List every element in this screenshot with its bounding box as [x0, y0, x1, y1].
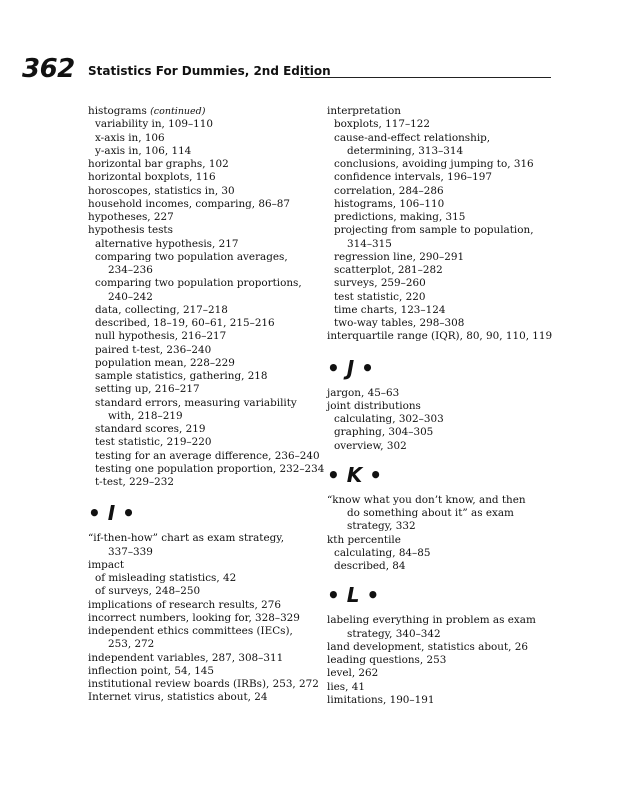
index-entry: hypotheses, 227	[88, 211, 174, 223]
index-column-left	[88, 105, 325, 705]
index-entry: land development, statistics about, 26	[327, 640, 528, 653]
index-subentry: y-axis in, 106, 114	[95, 144, 192, 157]
index-subentry: testing for an average difference, 236–240	[95, 449, 320, 462]
index-subentry: calculating, 84–85	[334, 546, 431, 559]
index-subentry: cause-and-effect relationship,	[334, 131, 491, 144]
index-subentry: variability in, 109–110	[95, 118, 214, 131]
index-subentry: setting up, 216–217	[95, 383, 200, 396]
index-continuation: determining, 313–314	[347, 144, 464, 157]
index-entry: horizontal boxplots, 116	[88, 171, 216, 184]
index-continuation: 253, 272	[108, 638, 155, 651]
index-subentry: confidence intervals, 196–197	[334, 171, 492, 184]
index-entry: “if-then-how” chart as exam strategy,	[88, 532, 285, 545]
continued-note: (continued)	[150, 106, 206, 117]
index-continuation: with, 218–219	[108, 409, 183, 422]
section-heading-i: • I •	[88, 501, 135, 526]
section-heading-l: • L •	[327, 583, 380, 608]
index-entry	[88, 105, 313, 118]
index-column-right	[327, 105, 557, 707]
index-subentry: time charts, 123–124	[334, 303, 446, 316]
index-subentry: predictions, making, 315	[334, 211, 466, 223]
index-subentry: test statistic, 219–220	[95, 436, 212, 449]
index-entry: implications of research results, 276	[88, 598, 281, 611]
index-entry: incorrect numbers, looking for, 328–329	[88, 611, 300, 624]
index-entry: impact	[88, 558, 125, 571]
index-entry: “know what you don’t know, and then	[327, 493, 526, 506]
index-continuation: do something about it” as exam	[347, 507, 514, 519]
index-entry: institutional review boards (IRBs), 253, 272	[88, 678, 319, 690]
index-subentry: test statistic, 220	[334, 290, 426, 303]
index-subentry: boxplots, 117–122	[334, 118, 430, 131]
index-subentry: correlation, 284–286	[334, 184, 444, 197]
index-subentry: regression line, 290–291	[334, 250, 465, 263]
index-subentry: surveys, 259–260	[334, 277, 426, 290]
index-entry: hypothesis tests	[88, 224, 173, 237]
index-entry: kth percentile	[327, 533, 401, 546]
index-subentry: two-way tables, 298–308	[334, 317, 465, 329]
index-entry: leading questions, 253	[327, 654, 447, 666]
section-heading-k: • K •	[327, 462, 382, 487]
index-subentry: of misleading statistics, 42	[95, 572, 237, 584]
index-subentry: sample statistics, gathering, 218	[95, 370, 268, 382]
index-continuation: strategy, 332	[347, 520, 416, 533]
index-subentry: comparing two population proportions,	[95, 277, 302, 290]
index-entry: labeling everything in problem as exam	[327, 614, 536, 627]
index-continuation: 234–236	[108, 264, 153, 276]
index-entry: joint distributions	[327, 399, 421, 412]
index-subentry: described, 18–19, 60–61, 215–216	[95, 317, 275, 329]
index-continuation: 240–242	[108, 290, 153, 303]
index-entry: horizontal bar graphs, 102	[88, 158, 229, 170]
index-entry: household incomes, comparing, 86–87	[88, 197, 291, 210]
index-subentry: comparing two population averages,	[95, 250, 288, 263]
index-entry: independent variables, 287, 308–311	[88, 651, 284, 664]
index-subentry: projecting from sample to population,	[334, 224, 534, 237]
index-entry: horoscopes, statistics in, 30	[88, 184, 235, 197]
index-entry: interpretation	[327, 105, 401, 117]
index-subentry: data, collecting, 217–218	[95, 303, 228, 316]
index-subentry: conclusions, avoiding jumping to, 316	[334, 158, 534, 170]
index-subentry: scatterplot, 281–282	[334, 264, 443, 276]
index-subentry: testing one population proportion, 232–234	[95, 462, 325, 475]
index-subentry: graphing, 304–305	[334, 426, 434, 439]
header-rule	[300, 77, 551, 78]
index-entry: level, 262	[327, 667, 379, 680]
entry-term: histograms	[88, 105, 147, 117]
page-number: 362	[22, 54, 75, 84]
index-subentry: x-axis in, 106	[95, 131, 165, 144]
index-entry: lies, 41	[327, 680, 365, 693]
index-subentry: overview, 302	[334, 439, 407, 452]
section-heading-j: • J •	[327, 355, 374, 380]
index-subentry: paired t-test, 236–240	[95, 343, 212, 356]
index-entry: independent ethics committees (IECs),	[88, 625, 293, 637]
index-subentry: null hypothesis, 216–217	[95, 330, 227, 343]
index-entry: Internet virus, statistics about, 24	[88, 691, 268, 704]
index-continuation: strategy, 340–342	[347, 627, 441, 640]
index-subentry: standard errors, measuring variability	[95, 396, 297, 409]
index-subentry: histograms, 106–110	[334, 197, 445, 210]
index-entry: interquartile range (IQR), 80, 90, 110, 119	[327, 330, 553, 343]
index-subentry: described, 84	[334, 560, 406, 572]
index-subentry: population mean, 228–229	[95, 356, 235, 369]
index-subentry: t-test, 229–232	[95, 476, 174, 488]
index-entry: limitations, 190–191	[327, 693, 435, 706]
running-title: Statistics For Dummies, 2nd Edition	[88, 64, 331, 78]
index-continuation: 314–315	[347, 237, 392, 250]
index-subentry: of surveys, 248–250	[95, 585, 201, 598]
index-subentry: standard scores, 219	[95, 423, 206, 435]
index-entry: inflection point, 54, 145	[88, 664, 215, 677]
index-continuation: 337–339	[108, 545, 153, 558]
index-subentry: calculating, 302–303	[334, 413, 444, 425]
index-entry: jargon, 45–63	[327, 386, 400, 399]
index-subentry: alternative hypothesis, 217	[95, 237, 239, 250]
